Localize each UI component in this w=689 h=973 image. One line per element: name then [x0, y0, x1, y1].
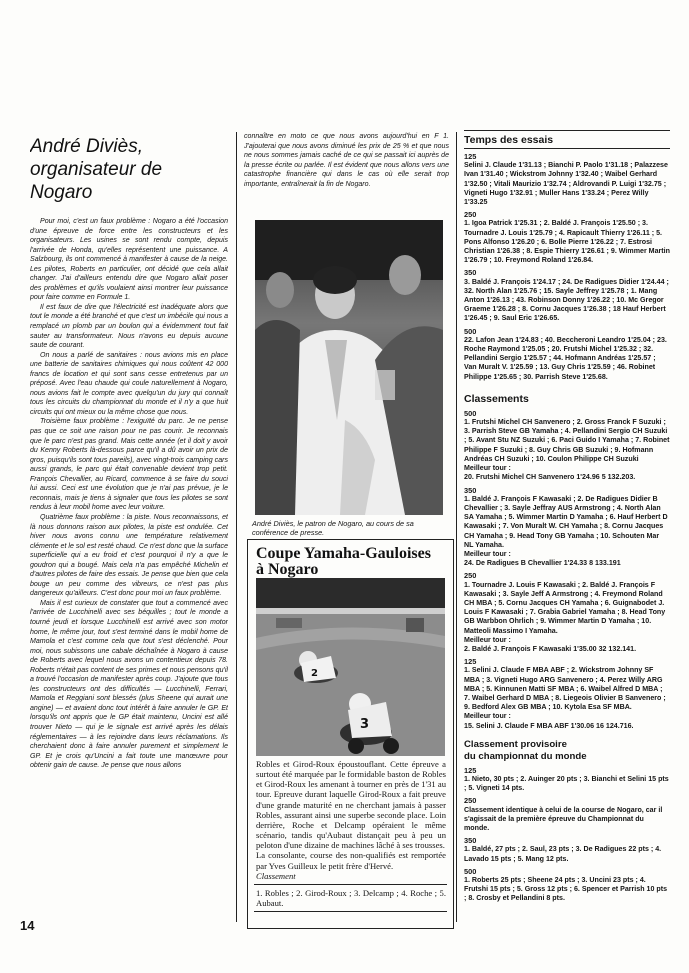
provisoire-blocks: [464, 766, 670, 904]
svg-text:2: 2: [311, 668, 318, 679]
classement-class-label: 125: [464, 657, 477, 667]
provisoire-title-line1: Classement provisoire: [464, 738, 567, 750]
press-conference-photo-image: [255, 220, 443, 515]
article-title-line2: organisateur de Nogaro: [30, 159, 163, 203]
provisoire-standings: 1. Baldé, 27 pts ; 2. Saul, 23 pts ; 3. De Radigues 22 pts ; 4. Lavado 15 pts ; 5. Mang 12 pts.: [464, 845, 662, 863]
provisoire-standings: 1. Nieto, 30 pts ; 2. Auinger 20 pts ; 3. Bianchi et Selini 15 pts ; 5. Vigneti 14 pts.: [464, 774, 669, 793]
article-title: [30, 135, 228, 204]
article-paragraph: Il est faux de dire que l'électricité est inadéquate alors que tout le monde a été branché et que c'est un imbécile qui nous a remplacé un plomb par un boulon qui a évidemment tout fait sauter au transformateur. Nous n'avons eu depuis aucune saute de courant.: [30, 303, 228, 350]
article-paragraph: Mais il est curieux de constater que tout a commencé avec l'arrivée de Lucchinelli avec ses béquilles ; tout le monde a tourné jeudi et lorsque Lucchinelli est arrivé avec son motor home, le même jour, tout s'est terminé dans le mobil home de Mamola et c'est comme cela que tout s'est déclenché. Pour moi, nous subissons une cabale déchaînée à Nogaro à cause de Roberts avec lequel nous avons un contentieux depuis 78. Roberts n'était pas content de ses primes et nous pensons qu'il a trouvé l'occasion de manifester après coup. J'ajoute que tous les constructeurs ont des difficultés — Lucchinelli, Ferrari, Mamola et Reggiani sont blessés (plus Sheene qui aurait une angine) — et avaient donc tout intérêt à faire annuler le GP. Et lorsqu'ils ont appris que le GP était maintenu, Uncini est allé trouver Nieto — qui je le signale est arrivé après les délais réglementaires — à les rejoindre dans leurs réclamations. Ils cherchaient donc à faire annuler purement et simplement le GP. Et je crois qu'Uncini a fait toute une manœuvre pour obtenir gain de cause. Je pense que nous allons: [30, 599, 228, 770]
essais-class-times: 3. Baldé J. François 1'24.17 ; 24. De Radigues Didier 1'24.44 ; 32. North Alan 1'25.76 ; 15. Sayle Jeffrey 1'25.78 ; 1. Mang Anton 1'26.13 ; 43. Robinson Donny 1'26.22 ; 10. Mc Gregor Graeme 1'26.28 ; 8. Cornu Jacques 1'26.38 ; 18 Hauf Herbert 1'26.45 ; 9. Saul Eric 1'26.65.: [464, 277, 669, 323]
column-divider: [456, 132, 457, 922]
provisoire-class-label: 500: [464, 866, 477, 876]
article-column: [30, 135, 228, 925]
classement-rule-top: [254, 884, 447, 885]
classement-results: 1. Baldé J. François F Kawasaki ; 2. De Radigues Didier B Chevallier ; 3. Sayle Jeffray AUS Armstrong ; 4. North Alan SA Yamaha ; 5. Wimmer Martin D Yamaha ; 6. Hauf Herbert D Kawasaki ; 7. Von Muralt W. CH Yamaha ; 8. Cornu Jacques CH Yamaha ; 9. Head Tony GB Yamaha ; 10. Schouten Mar NL Yamaha.: [464, 494, 668, 549]
best-lap-label: Meilleur tour :: [464, 549, 511, 558]
yamaha-cup-title: [256, 546, 431, 578]
essais-class-label: 250: [464, 210, 477, 220]
best-lap: 15. Selini J. Claude F MBA ABF 1'30.06 16 124.716.: [464, 721, 634, 730]
provisoire-title-line2: du championnat du monde: [464, 750, 587, 762]
best-lap: 20. Frutshi Michel CH Sanvenero 1'24.96 5 132.203.: [464, 473, 636, 482]
provisoire-standings: 1. Roberts 25 pts ; Sheene 24 pts ; 3. Uncini 23 pts ; 4. Frutshi 15 pts ; 5. Gross 12 pts ; 6. Spencer et Parrish 10 pts ; 8. Crosby et Pellandini 8 pts.: [464, 876, 668, 903]
race-photo-image: [256, 578, 445, 756]
results-rule: [464, 130, 670, 131]
classement-results: 1. Tournadre J. Louis F Kawasaki ; 2. Baldé J. François F Kawasaki ; 3. Sayle Jeff A Armstrong ; 4. Freymond Roland CH MBA ; 5. Cornu Jacques CH Yamaha ; 6. Guignabodet J. Louis F Kawasaki ; 7. Grabia Gabriel Yamaha ; 8. Head Tony GB Warbbon Ohrlich ; 9. Wimmer Martin D Yamaha ; 10. Matteoli Massimo I Yamaha.: [464, 580, 666, 635]
classement-class-label: 500: [464, 408, 477, 418]
article-title-line1: André Diviès,: [30, 136, 143, 157]
press-conference-photo: [255, 220, 443, 515]
essais-class-label: 125: [464, 152, 477, 161]
yamaha-cup-classement: 1. Robles ; 2. Girod-Roux ; 3. Delcamp ; 4. Roche ; 5. Aubaut.: [256, 888, 446, 909]
page-number: 14: [20, 918, 35, 933]
classement-rule-bottom: [254, 911, 447, 912]
svg-text:3: 3: [360, 717, 370, 732]
best-lap: 2. Baldé J. François F Kawasaki 1'35.00 32 132.141.: [464, 644, 637, 653]
provisoire-class-label: 125: [464, 765, 477, 775]
race-photo: [256, 578, 445, 756]
classement-results: 1. Frutshi Michel CH Sanvenero ; 2. Gross Franck F Suzuki ; 3. Parrish Steve GB Yamaha ; 4. Pellandini Sergio CH Suzuki ; 5. Avant Stu NZ Suzuki ; 6. Paci Guido I Yamaha ; 7. Robinet Philippe F Suzuki ; 8. Guy Chris GB Suzuki ; 9. Hofmann Andréas CH Suzuki ; 10. Coulon Philippe CH Suzuki: [464, 418, 670, 463]
yamaha-cup-title-line1: Coupe Yamaha-Gauloises: [256, 545, 431, 562]
provisoire-standings: Classement identique à celui de la course de Nogaro, car il s'agissait de la première épreuve du Championnat du monde.: [464, 805, 663, 832]
classements-blocks: [464, 409, 670, 731]
yamaha-cup-box: [247, 539, 454, 929]
article-body: [30, 217, 228, 771]
article-paragraph: Quatrième faux problème : la piste. Nous reconnaissons, et là nous donnons raison aux pilotes, la piste est ondulée. Cet hiver nous avons connu une température relativement clémente et le sol est resté chaud. Ce n'est donc que la surface superficielle qui a eu froid et c'est pourquoi il n'y a que le goudron qui a bougé. Mais cela n'a pas empêché Michelin et d'autres pilotes de faire des essais. Je pense que bien que cela bouge un peu comme des vibreurs, ce n'est pas plus dangereux qu'ailleurs. C'est donc pour moi un faux problème.: [30, 513, 228, 598]
article-paragraph: Troisième faux problème : l'exiguïté du parc. Je ne pense pas que ce soit une raison pour ne pas courir. Je reconnais que le parc n'est pas grand. Mais cette année (et il doit y avoir du Kenny Roberts là-dessous parce qu'il a dû avoir un prix de gros, puisqu'ils sont tous pareils), avec vingt-trois camping cars aussi grands, le parc qui était convenable devient trop petit. François Chevallier, au Ricard, commence à se faire du souci lui aussi. Ceci est une évolution que je n'ai pas prévue, je le reconnais, mais je tiens à signaler que tous les pilotes se sont rendus à leur mobil home avec leur voiture.: [30, 418, 228, 512]
yamaha-cup-body: [256, 759, 446, 881]
best-lap: 24. De Radigues B Chevallier 1'24.33 8 133.191: [464, 559, 621, 568]
classement-class-label: 250: [464, 571, 477, 581]
results-column: [464, 130, 670, 925]
classements-title: Classements: [464, 392, 529, 405]
essais-class-times: Selini J. Claude 1'31.13 ; Bianchi P. Paolo 1'31.18 ; Palazzese Ivan 1'31.40 ; Wickstrom Johnny 1'32.40 ; Waibel Gerhard 1'32.50 ; Vitali Maurizio 1'32.74 ; Aldrovandi P. Luigi 1'32.75 ; Vigneti Hugo 1'32.91 ; Muller Hans 1'33.24 ; Perez Willy 1'33.25: [464, 161, 668, 207]
yamaha-cup-title-line2: à Nogaro: [256, 561, 319, 578]
best-lap-label: Meilleur tour :: [464, 712, 511, 721]
essais-blocks: [464, 152, 670, 382]
classement-class-label: 350: [464, 485, 477, 495]
essais-class-times: 1. Igoa Patrick 1'25.31 ; 2. Baldé J. François 1'25.50 ; 3. Tournadre J. Louis 1'25.79 ; 4. Rapicault Thierry 1'26.11 ; 5. Pons Alfonso 1'26.20 ; 6. Bolle Pierre 1'26.22 ; 7. Estrosi Christian 1'26.38 ; 8. Espie Thierry 1'26.61 ; 9. Wimmer Martin 1'26.79 ; 10. Freymond Roland 1'26.84.: [464, 219, 670, 265]
yamaha-cup-report: Robles et Girod-Roux époustouflant. Cette épreuve a surtout été marquée par le formidable baston de Robles et Girod-Roux les amenant à tourner en près de 1'31 au tour. Epreuve durant laquelle Girod-Roux a fait preuve d'une grande maturité en ne cherchant jamais à passer Robles, assurant ainsi une superbe seconde place. Loin derrière, Roche et Delcamp opéraient le même scénario, tandis qu'Aubaut distançait peu à peu un peloton d'une dizaine de machines lâché à ses trousses.: [256, 759, 446, 851]
article-continuation: [244, 132, 449, 222]
essais-class-times: 22. Lafon Jean 1'24.83 ; 40. Beccheroni Leandro 1'25.04 ; 23. Roche Raymond 1'25.05 ; 20. Frutshi Michel 1'25.32 ; 32. Pellandini Sergio 1'25.57 ; 44. Hofmann Andréas 1'25.57 ; Van Muralt V. 1'25.59 ; 13. Guy Chris 1'25.59 ; 46. Robinet Philippe 1'25.65 ; 30. Parrish Steve 1'25.68.: [464, 335, 667, 381]
provisoire-class-label: 250: [464, 796, 477, 806]
provisoire-title: [464, 739, 670, 763]
classement-results: 1. Selini J. Claude F MBA ABF ; 2. Wickstrom Johnny SF MBA ; 3. Vigneti Hugo ARG Sanvenero ; 4. Perez Willy ARG MBA ; 5. Kinnunen Matti SF MBA ; 6. Waibel Alfred D MBA ; 7. Waibel Gerhard D MBA ; 8. Liegeois Olivier B Sanvenero ; 9. Bedford Alex GB MBA ; 10. Kytola Esa SF MBA.: [464, 666, 666, 712]
article-paragraph: On nous a parlé de sanitaires : nous avions mis en place une batterie de sanitaires chimiques qui nous coûtent 42 000 francs de location et qui sont sans cesse entretenus par un préposé. Avec l'eau chaude qui coule naturellement à Nogaro, nous avions fait le compte avec quelqu'un du jury qui connaît tous les circuits du championnat du monde et il n'y a que huit circuits qui ont mieux ou la même chose que nous.: [30, 351, 228, 416]
yamaha-cup-consolante: La consolante, course des non-qualifiés est remportée par Yves Guilleux le petit frère d'Hervé.: [256, 850, 446, 871]
photo-caption: André Diviès, le patron de Nogaro, au cours de sa conférence de presse.: [252, 519, 414, 538]
best-lap-label: Meilleur tour :: [464, 635, 511, 644]
article-continuation-text: connaître en moto ce que nous avons aujourd'hui en F 1. J'ajouterai que nous avons diminué les prix de 25 % et que nous ne nous sommes jamais caché de ce qui se passait ici auprès de la presse écrite ou parlée. Il est évident que nous allons vers une catastrophe financière qui dans le cas où elle serait trop importante, entraînerait la fin de Nogaro.: [244, 133, 449, 188]
article-paragraph: Pour moi, c'est un faux problème : Nogaro a été l'occasion d'une épreuve de force entre les constructeurs et les organisateurs. Les usines se sont rendu compte, depuis l'arrivée de Honda, qu'elles représentent une puissance. A Salzbourg, ils ont commencé à manifester à cause de la neige. Les pilotes, Roberts en particulier, ont décidé que cela allait changer. J'ai d'ailleurs entendu dire que Nogaro allait poser des problèmes et qu'ils voulaient ainsi montrer leur puissance pour faire comme en Formule 1.: [30, 218, 228, 302]
column-divider: [236, 132, 237, 922]
essais-title-rule: [464, 148, 670, 149]
best-lap-label: Meilleur tour :: [464, 464, 511, 473]
yamaha-cup-classement-label: Classement: [256, 870, 296, 881]
essais-class-label: 350: [464, 268, 477, 278]
provisoire-class-label: 350: [464, 836, 477, 846]
essais-class-label: 500: [464, 326, 477, 336]
essais-title: Temps des essais: [464, 134, 554, 146]
